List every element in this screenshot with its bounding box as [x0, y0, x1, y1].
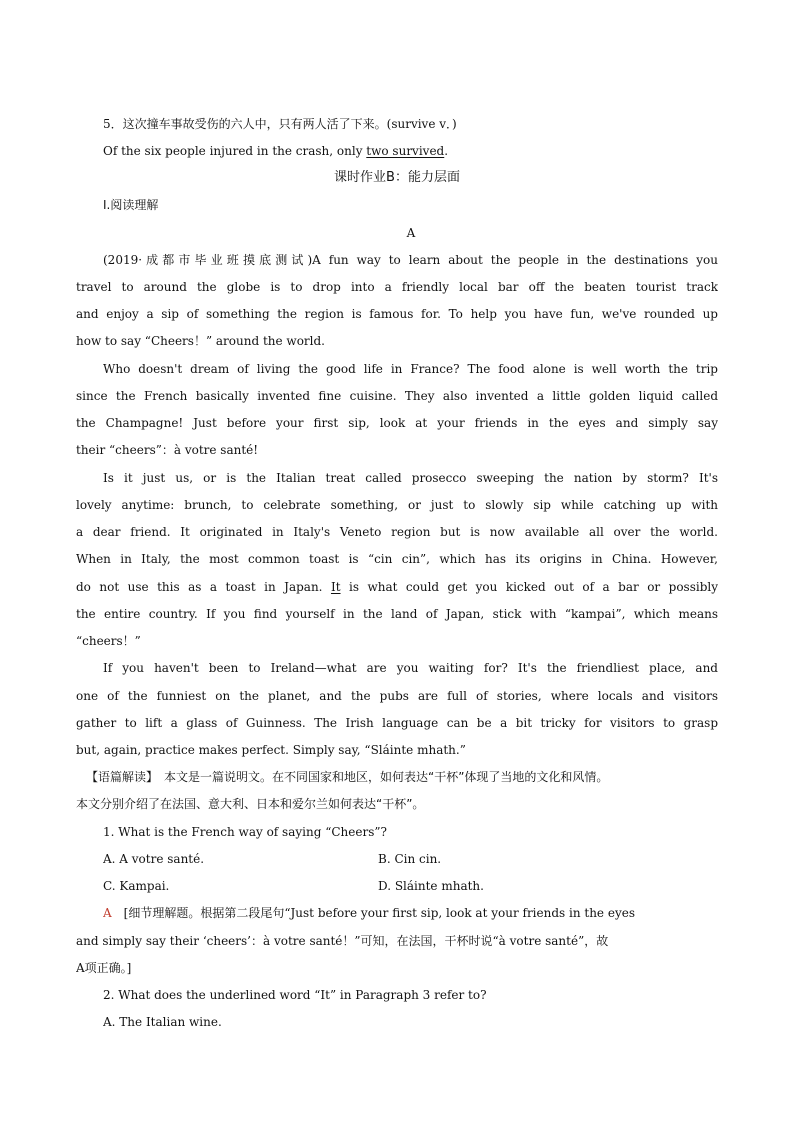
paragraph-1-line: how to say “Cheers！” around the world.: [76, 334, 326, 348]
question-1-options-row: [103, 878, 718, 894]
paragraph-3-line: When in Italy, the most common toast is “cin cin”, which has its origins in China. However,: [76, 552, 718, 566]
section-title: 课时作业B：能力层面: [334, 170, 460, 185]
paragraph-4-line: but, again, practice makes perfect. Simply say, “Sláinte mhath.”: [76, 743, 466, 757]
paragraph-4-line: gather to lift a glass of Guinness. The Irish language can be a bit tricky for visitors to grasp: [76, 716, 718, 730]
paragraph-3-line: lovely anytime: brunch, to celebrate something, or just to slowly sip while catching up with: [76, 498, 718, 512]
paragraph-2-line: Who doesn't dream of living the good life in France? The food alone is well worth the trip: [103, 362, 718, 376]
question-1-explanation: A项正确。]: [76, 961, 132, 975]
answer-text-post: .: [444, 144, 449, 158]
answer-letter: A: [103, 906, 112, 920]
paragraph-4-line: If you haven't been to Ireland—what are you waiting for? It's the friendliest place, and: [103, 661, 718, 675]
explanation-text: [细节理解题。根据第二段尾句“Just before your first sip, look at your friends in the eyes: [111, 906, 635, 920]
paragraph-3-line: a dear friend. It originated in Italy's Veneto region but is now available all over the world.: [76, 525, 718, 539]
paragraph-1-line: (2019·成都市毕业班摸底测试)A fun way to learn about the people in the destinations you: [103, 253, 718, 267]
option-d: D. Sláinte mhath.: [378, 879, 484, 893]
passage-summary: 本文分别介绍了在法国、意大利、日本和爱尔兰如何表达“干杯”。: [76, 797, 425, 811]
paragraph-3-line-underlined: [76, 579, 718, 595]
paragraph-4-line: one of the funniest on the planet, and the pubs are full of stories, where locals and visitors: [76, 689, 718, 703]
paragraph-3-line: the entire country. If you find yourself in the land of Japan, stick with “kampai”, which means: [76, 607, 718, 621]
question-1-stem: 1. What is the French way of saying “Cheers”?: [103, 825, 387, 839]
paragraph-2-line: their “cheers”：à votre santé!: [76, 443, 259, 457]
paragraph-2-line: the Champagne! Just before your first sip, look at your friends in the eyes and simply say: [76, 416, 718, 430]
exercise-5-prompt: 5．这次撞车事故受伤的六人中，只有两人活了下来。(survive v．): [103, 117, 457, 131]
option-c: C. Kampai.: [103, 879, 170, 893]
question-2-stem: 2. What does the underlined word “It” in Paragraph 3 refer to?: [103, 988, 487, 1002]
paragraph-3-line: Is it just us, or is the Italian treat called prosecco sweeping the nation by storm? It's: [103, 471, 718, 485]
answer-text-pre: Of the six people injured in the crash, only: [103, 144, 367, 158]
question-1-explanation: [103, 905, 718, 921]
passage-letter: A: [406, 226, 416, 240]
paragraph-1-line: and enjoy a sip of something the region is famous for. To help you have fun, we've rounded up: [76, 307, 718, 321]
passage-summary: 【语篇解读】 本文是一篇说明文。在不同国家和地区，如何表达“干杯”体现了当地的文化和风情。: [86, 770, 609, 784]
underlined-word-it: It: [330, 580, 341, 594]
question-2-option-a: A. The Italian wine.: [103, 1015, 222, 1029]
part-title: Ⅰ.阅读理解: [103, 198, 159, 212]
paragraph-1-line: travel to around the globe is to drop into a friendly local bar off the beaten tourist track: [76, 280, 718, 294]
text-post: is what could get you kicked out of a bar or possibly: [340, 580, 718, 594]
paragraph-3-line: “cheers！”: [76, 634, 141, 648]
question-1-explanation: and simply say their ‘cheers’：à votre santé！”可知，在法国，干杯时说“à votre santé”，故: [76, 934, 609, 948]
exercise-5-answer: [103, 143, 718, 159]
text-pre: do not use this as a toast in Japan.: [76, 580, 331, 594]
paragraph-2-line: since the French basically invented fine cuisine. They also invented a little golden liquid called: [76, 389, 718, 403]
option-b: B. Cin cin.: [378, 852, 442, 866]
question-1-options-row: [103, 851, 718, 867]
option-a: A. A votre santé.: [103, 852, 205, 866]
answer-underlined: two survived: [366, 144, 445, 158]
